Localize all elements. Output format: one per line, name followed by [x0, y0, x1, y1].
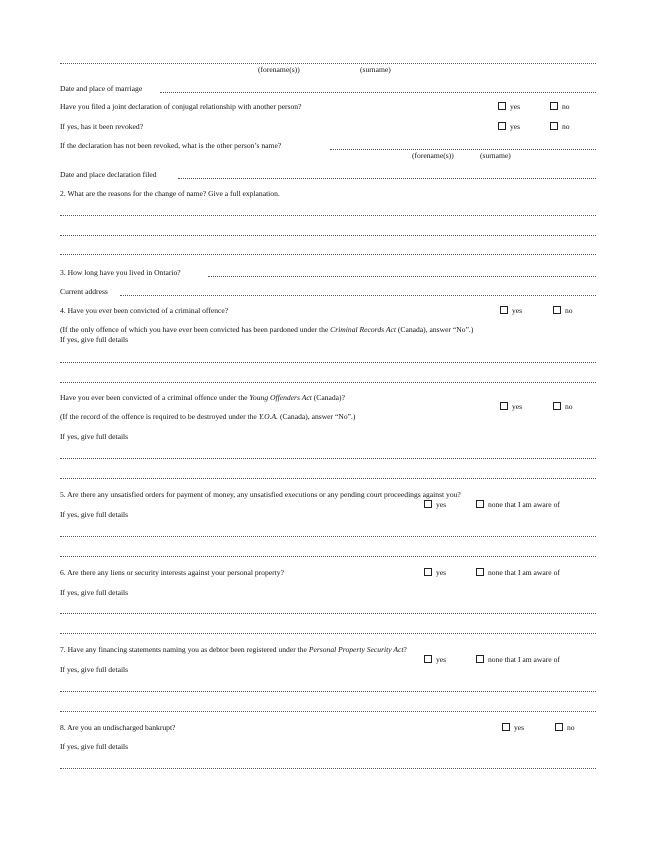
current-address-line[interactable] [120, 295, 596, 296]
marriage-label: Date and place of marriage [60, 84, 143, 93]
q8-details-label: If yes, give full details [60, 742, 129, 751]
q7-details-label: If yes, give full details [60, 665, 129, 674]
q8-no-option[interactable]: no [555, 723, 575, 733]
checkbox-icon[interactable] [550, 122, 558, 130]
other-forenames-caption: (forename(s)) [412, 151, 454, 160]
q5-none-option[interactable]: none that I am aware of [476, 500, 560, 510]
yoa-no-option[interactable]: no [553, 402, 573, 412]
checkbox-icon[interactable] [550, 102, 558, 110]
declaration-filed-label: Date and place declaration filed [60, 170, 157, 179]
checkbox-icon[interactable] [476, 500, 484, 508]
q6-details-label: If yes, give full details [60, 588, 129, 597]
revoked-no-option[interactable]: no [550, 122, 570, 132]
revoked-question: If yes, has it been revoked? [60, 122, 144, 131]
q6-details-line[interactable] [60, 613, 596, 614]
checkbox-icon[interactable] [476, 655, 484, 663]
checkbox-icon[interactable] [555, 723, 563, 731]
yoa-question: Have you ever been convicted of a criminal offence under the Young Offenders Act (Canada)? [60, 393, 345, 402]
q4-no-option[interactable]: no [553, 306, 573, 316]
checkbox-icon[interactable] [500, 402, 508, 410]
other-surname-caption: (surname) [480, 151, 511, 160]
q8-yes-option[interactable]: yes [502, 723, 524, 733]
q4-note: (If the only offence of which you have ever been convicted has been pardoned under the Criminal Records Act (Canada), answer “No”.) [60, 325, 474, 334]
declaration-filed-line[interactable] [178, 178, 596, 179]
q3-question: 3. How long have you lived in Ontario? [60, 268, 181, 277]
conjugal-no-option[interactable]: no [550, 102, 570, 112]
q8-question: 8. Are you an undischarged bankrupt? [60, 723, 176, 732]
conjugal-yes-option[interactable]: yes [498, 102, 520, 112]
forenames-caption: (forename(s)) [258, 65, 300, 74]
checkbox-icon[interactable] [553, 306, 561, 314]
checkbox-icon[interactable] [424, 500, 432, 508]
q4-details-line[interactable] [60, 362, 596, 363]
q6-none-option[interactable]: none that I am aware of [476, 568, 560, 578]
q5-details-line[interactable] [60, 556, 596, 557]
yoa-note: (If the record of the offence is required to be destroyed under the Y.O.A. (Canada), answer “No”.) [60, 412, 356, 421]
q2-answer-line[interactable] [60, 254, 596, 255]
other-person-line[interactable] [330, 149, 596, 150]
checkbox-icon[interactable] [424, 568, 432, 576]
q6-yes-option[interactable]: yes [424, 568, 446, 578]
q2-question: 2. What are the reasons for the change of name? Give a full explanation. [60, 189, 280, 198]
checkbox-icon[interactable] [498, 122, 506, 130]
q7-details-line[interactable] [60, 691, 596, 692]
name-line[interactable] [60, 63, 596, 64]
q7-details-line[interactable] [60, 711, 596, 712]
checkbox-icon[interactable] [424, 655, 432, 663]
q5-question: 5. Are there any unsatisfied orders for payment of money, any unsatisfied executions or any pending court proceedings against you? [60, 490, 461, 499]
q5-details-line[interactable] [60, 536, 596, 537]
q4-details-line[interactable] [60, 382, 596, 383]
checkbox-icon[interactable] [476, 568, 484, 576]
q2-answer-line[interactable] [60, 235, 596, 236]
conjugal-question: Have you filed a joint declaration of conjugal relationship with another person? [60, 102, 302, 111]
yoa-details-line[interactable] [60, 458, 596, 459]
yoa-details-label: If yes, give full details [60, 432, 129, 441]
yoa-yes-option[interactable]: yes [500, 402, 522, 412]
checkbox-icon[interactable] [500, 306, 508, 314]
q6-question: 6. Are there any liens or security interests against your personal property? [60, 568, 284, 577]
q5-details-label: If yes, give full details [60, 510, 129, 519]
checkbox-icon[interactable] [502, 723, 510, 731]
q7-question: 7. Have any financing statements naming you as debtor been registered under the Personal Property Security Act? [60, 645, 407, 654]
q7-none-option[interactable]: none that I am aware of [476, 655, 560, 665]
current-address-label: Current address [60, 287, 108, 296]
q2-answer-line[interactable] [60, 215, 596, 216]
surname-caption: (surname) [360, 65, 391, 74]
q4-details-label: If yes, give full details [60, 335, 129, 344]
q8-details-line[interactable] [60, 768, 596, 769]
marriage-line[interactable] [160, 92, 596, 93]
other-person-question: If the declaration has not been revoked, what is the other person’s name? [60, 141, 282, 150]
checkbox-icon[interactable] [553, 402, 561, 410]
revoked-yes-option[interactable]: yes [498, 122, 520, 132]
q5-yes-option[interactable]: yes [424, 500, 446, 510]
q7-yes-option[interactable]: yes [424, 655, 446, 665]
yoa-details-line[interactable] [60, 478, 596, 479]
q6-details-line[interactable] [60, 633, 596, 634]
checkbox-icon[interactable] [498, 102, 506, 110]
q4-yes-option[interactable]: yes [500, 306, 522, 316]
q3-answer-line[interactable] [208, 276, 596, 277]
q4-question: 4. Have you ever been convicted of a criminal offence? [60, 306, 229, 315]
